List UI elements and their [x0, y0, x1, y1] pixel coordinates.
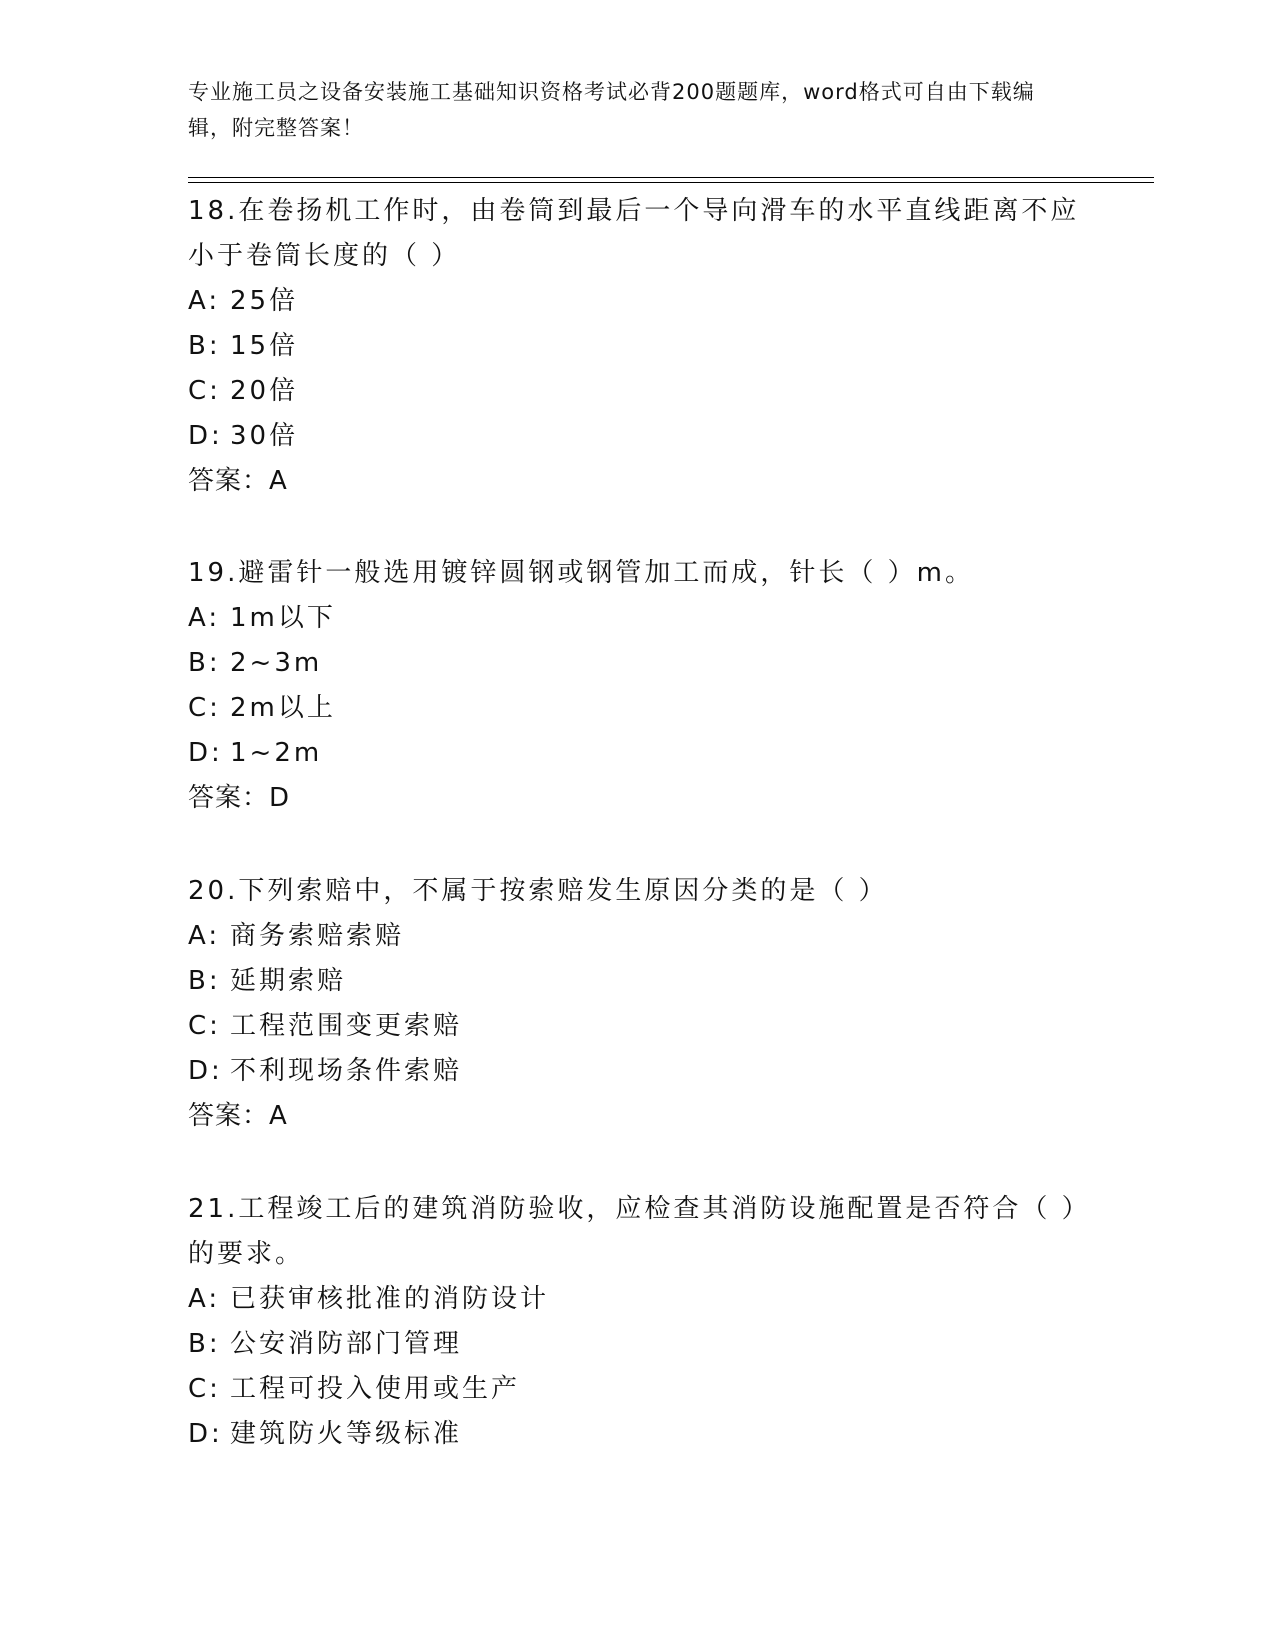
option-label: B:	[188, 966, 221, 996]
option-text: 已获审核批准的消防设计	[230, 1284, 550, 1314]
option-b	[188, 959, 1088, 1004]
option-d	[188, 1049, 1088, 1094]
question-20	[188, 869, 1088, 1139]
option-label: A:	[188, 921, 221, 951]
question-stem: 21.工程竣工后的建筑消防验收，应检查其消防设施配置是否符合（ ）的要求。	[188, 1194, 1078, 1269]
option-b	[188, 324, 1088, 369]
option-label: D:	[188, 1056, 223, 1086]
option-a	[188, 1277, 1088, 1322]
question-stem: 20.下列索赔中，不属于按索赔发生原因分类的是（ ）	[188, 876, 888, 906]
option-text: 建筑防火等级标准	[230, 1419, 463, 1449]
option-d	[188, 414, 1088, 459]
option-label: A:	[188, 286, 221, 316]
answer-line: 答案：A	[188, 466, 288, 496]
question-21	[188, 1187, 1088, 1457]
question-18	[188, 189, 1088, 504]
option-label: B:	[188, 648, 221, 678]
option-text: 15倍	[230, 331, 299, 361]
option-text: 商务索赔索赔	[230, 921, 405, 951]
option-a	[188, 279, 1088, 324]
question-19	[188, 551, 1088, 821]
question-stem: 18.在卷扬机工作时，由卷筒到最后一个导向滑车的水平直线距离不应小于卷筒长度的（ ）	[188, 196, 1080, 271]
option-text: 延期索赔	[230, 966, 347, 996]
option-c	[188, 1004, 1088, 1049]
option-label: D:	[188, 1419, 223, 1449]
option-text: 1~2m	[230, 738, 323, 768]
option-label: C:	[188, 693, 221, 723]
option-a	[188, 596, 1088, 641]
option-text: 2m以上	[230, 693, 336, 723]
option-text: 工程范围变更索赔	[230, 1011, 463, 1041]
option-d	[188, 731, 1088, 776]
option-c	[188, 1367, 1088, 1412]
option-c	[188, 686, 1088, 731]
option-text: 不利现场条件索赔	[230, 1056, 463, 1086]
option-label: C:	[188, 1011, 221, 1041]
option-label: C:	[188, 376, 221, 406]
option-label: B:	[188, 1329, 221, 1359]
document-header: 专业施工员之设备安装施工基础知识资格考试必背200题题库，word格式可自由下载编辑，附完整答案！	[188, 80, 1035, 140]
option-text: 工程可投入使用或生产	[230, 1374, 521, 1404]
option-text: 2~3m	[230, 648, 323, 678]
answer-line: 答案：D	[188, 783, 291, 813]
header-divider-top	[188, 177, 1154, 178]
option-label: B:	[188, 331, 221, 361]
header-divider-bottom	[188, 182, 1154, 183]
option-label: A:	[188, 1284, 221, 1314]
option-c	[188, 369, 1088, 414]
option-label: A:	[188, 603, 221, 633]
option-text: 25倍	[230, 286, 299, 316]
option-b	[188, 1322, 1088, 1367]
option-d	[188, 1412, 1088, 1457]
option-label: D:	[188, 738, 223, 768]
option-text: 30倍	[230, 421, 299, 451]
option-label: D:	[188, 421, 223, 451]
question-stem: 19.避雷针一般选用镀锌圆钢或钢管加工而成，针长（ ）m。	[188, 558, 974, 588]
option-text: 20倍	[230, 376, 299, 406]
option-a	[188, 914, 1088, 959]
answer-line: 答案：A	[188, 1101, 288, 1131]
option-b	[188, 641, 1088, 686]
option-text: 公安消防部门管理	[230, 1329, 463, 1359]
option-text: 1m以下	[230, 603, 336, 633]
option-label: C:	[188, 1374, 221, 1404]
